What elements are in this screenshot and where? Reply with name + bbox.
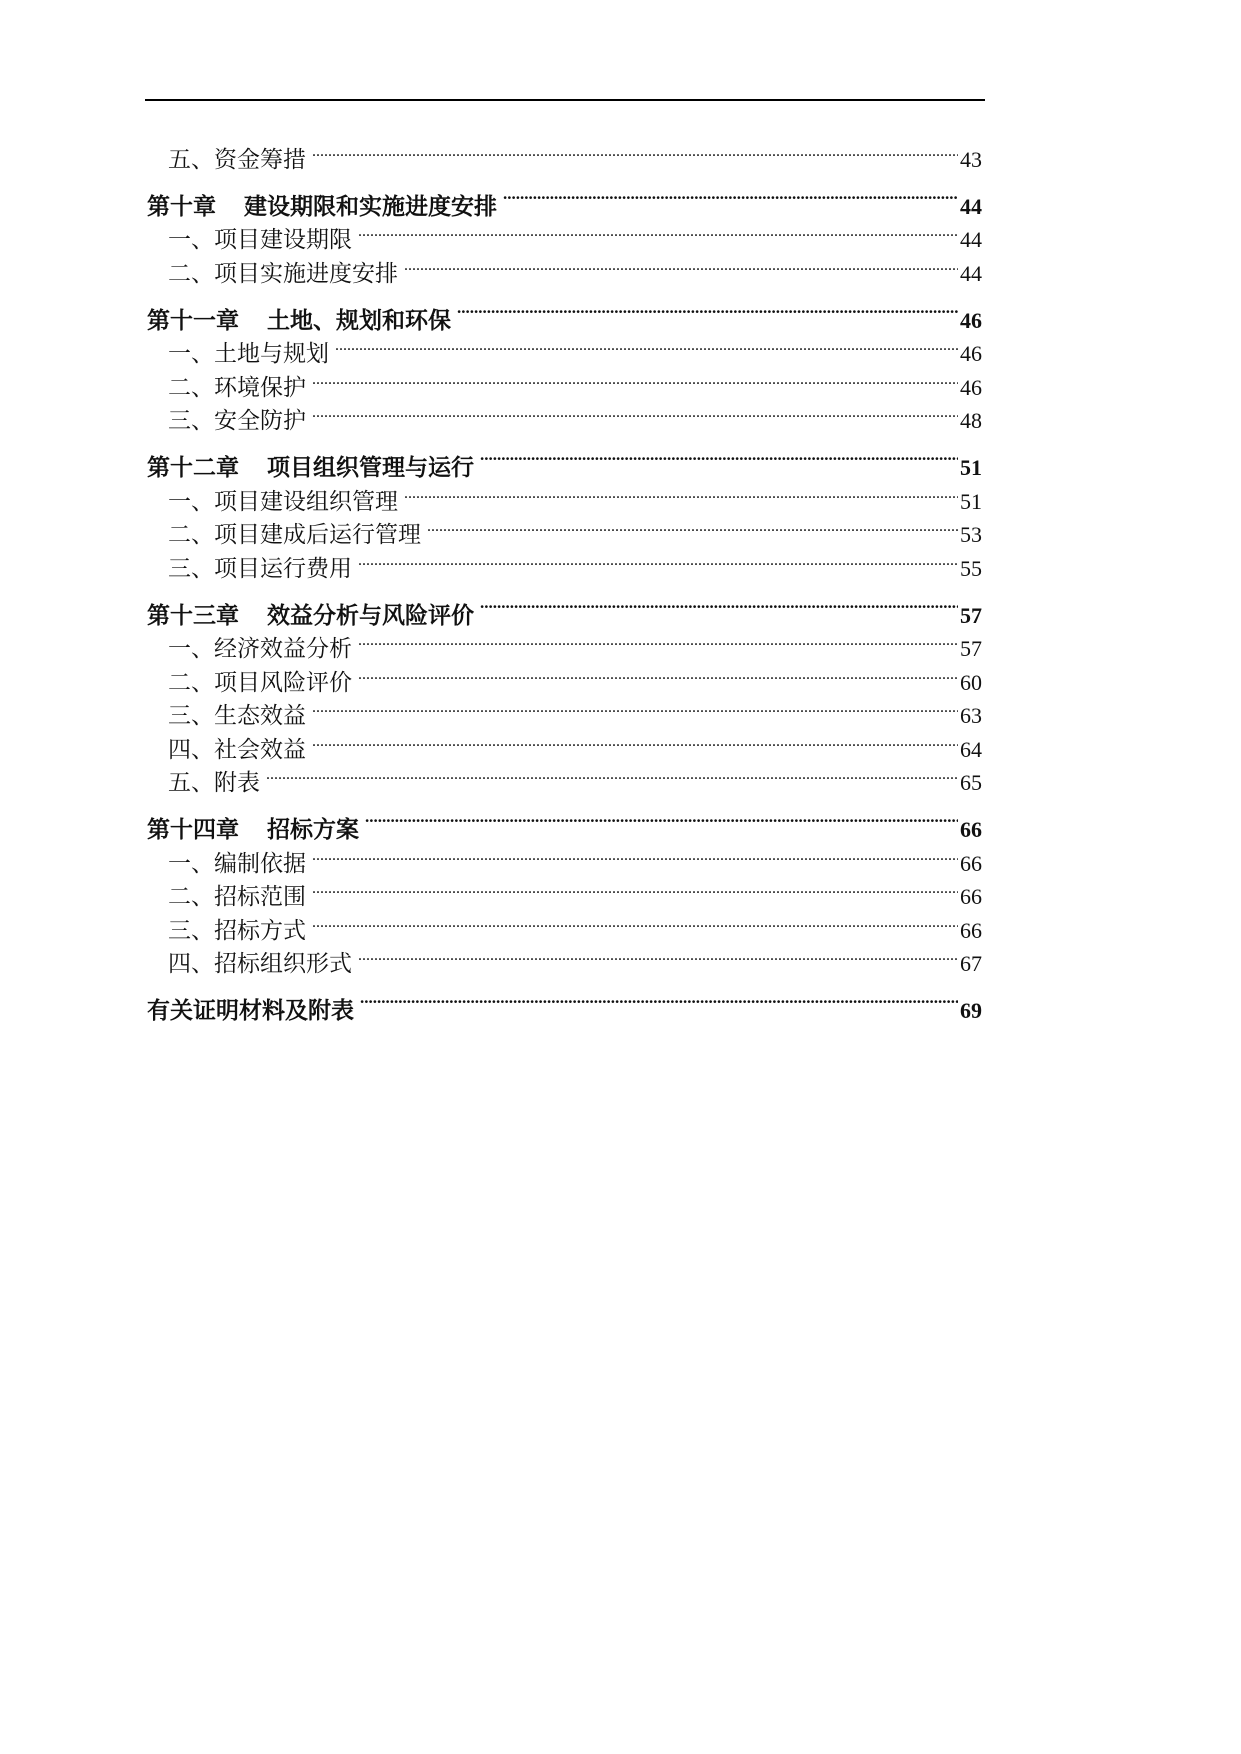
toc-leader-dots — [312, 871, 958, 905]
toc-leader-dots — [457, 283, 958, 328]
toc-section-label: 二、项目风险评价 — [168, 669, 352, 696]
toc-section-label: 二、环境保护 — [168, 374, 306, 401]
toc-chapter-number: 第十四章 — [147, 817, 239, 843]
toc-chapter-entry[interactable] — [147, 792, 982, 843]
toc-page-number: 64 — [960, 736, 982, 762]
toc-leader-dots — [358, 656, 958, 690]
toc-leader-dots — [266, 757, 958, 791]
toc-page-number: 53 — [960, 522, 982, 547]
toc-leader-dots — [312, 837, 958, 871]
toc-leader-dots — [312, 361, 958, 395]
toc-leader-dots — [312, 133, 958, 167]
toc-leader-dots — [358, 542, 958, 576]
toc-section-entry[interactable] — [147, 757, 982, 796]
toc-leader-dots — [404, 247, 958, 281]
toc-page-number: 57 — [960, 636, 982, 661]
toc-page-number: 66 — [960, 917, 982, 943]
toc-chapter-title: 有关证明材料及附表 — [147, 998, 354, 1024]
toc-leader-dots — [312, 723, 958, 757]
toc-page-number: 67 — [960, 951, 982, 976]
toc-section-entry[interactable] — [147, 133, 982, 173]
toc-chapter-number: 第十二章 — [147, 455, 239, 481]
toc-section-label: 二、项目实施进度安排 — [168, 260, 398, 287]
toc-leader-dots — [480, 430, 958, 475]
toc-section-label: 二、招标范围 — [168, 884, 306, 910]
toc-leader-dots — [312, 690, 958, 724]
toc-page-number: 46 — [960, 341, 982, 366]
toc-page-number: 51 — [960, 488, 982, 514]
toc-page-number: 44 — [960, 193, 982, 219]
toc-leader-dots — [358, 938, 958, 972]
toc-section-label: 五、附表 — [168, 770, 260, 796]
toc-section-label: 四、社会效益 — [168, 736, 306, 763]
toc-page-number: 65 — [960, 770, 982, 795]
toc-leader-dots — [360, 973, 958, 1018]
toc-section-label: 一、项目建设期限 — [168, 227, 352, 253]
toc-section-label: 五、资金筹措 — [168, 146, 306, 173]
toc-chapter-title: 项目组织管理与运行 — [267, 455, 474, 481]
toc-leader-dots — [312, 904, 958, 938]
toc-page-number: 63 — [960, 703, 982, 728]
toc-chapter-number: 第十一章 — [147, 307, 239, 334]
toc-leader-dots — [358, 214, 958, 248]
toc-page-number: 60 — [960, 669, 982, 695]
toc-chapter-number: 第十三章 — [147, 602, 239, 629]
toc-leader-dots — [365, 792, 958, 837]
toc-section-label: 三、生态效益 — [168, 703, 306, 729]
toc-section-label: 三、招标方式 — [168, 917, 306, 944]
toc-chapter-title: 建设期限和实施进度安排 — [244, 193, 497, 220]
toc-page-number: 46 — [960, 307, 982, 333]
toc-section-label: 一、项目建设组织管理 — [168, 488, 398, 515]
toc-page-number: 57 — [960, 602, 982, 628]
toc-section-label: 四、招标组织形式 — [168, 951, 352, 977]
toc-section-label: 一、编制依据 — [168, 850, 306, 877]
toc-page-number: 69 — [960, 998, 982, 1023]
toc-chapter-title: 土地、规划和环保 — [267, 307, 451, 334]
toc-page-number: 66 — [960, 884, 982, 909]
toc-leader-dots — [427, 509, 958, 543]
toc-leader-dots — [503, 169, 958, 214]
toc-leader-dots — [335, 328, 958, 362]
toc-page-number: 66 — [960, 850, 982, 876]
toc-section-label: 三、项目运行费用 — [168, 555, 352, 582]
toc-page-number: 55 — [960, 555, 982, 581]
toc-chapter-number: 第十章 — [147, 193, 216, 220]
toc-page-number: 48 — [960, 408, 982, 433]
toc-section-label: 一、土地与规划 — [168, 341, 329, 367]
toc-page-number: 44 — [960, 227, 982, 252]
toc-leader-dots — [312, 395, 958, 429]
toc-page-number: 44 — [960, 260, 982, 286]
toc-chapter-title: 效益分析与风险评价 — [267, 602, 474, 629]
toc-leader-dots — [480, 578, 958, 623]
toc-leader-dots — [358, 623, 958, 657]
table-of-contents — [147, 133, 982, 1024]
toc-page-number: 43 — [960, 146, 982, 172]
toc-page-number: 46 — [960, 374, 982, 400]
toc-section-label: 一、经济效益分析 — [168, 636, 352, 662]
toc-page-number: 66 — [960, 817, 982, 842]
toc-section-label: 二、项目建成后运行管理 — [168, 522, 421, 548]
toc-section-label: 三、安全防护 — [168, 408, 306, 434]
toc-chapter-title: 招标方案 — [267, 817, 359, 843]
toc-page-number: 51 — [960, 455, 982, 480]
toc-leader-dots — [404, 475, 958, 509]
header-rule — [145, 99, 985, 101]
